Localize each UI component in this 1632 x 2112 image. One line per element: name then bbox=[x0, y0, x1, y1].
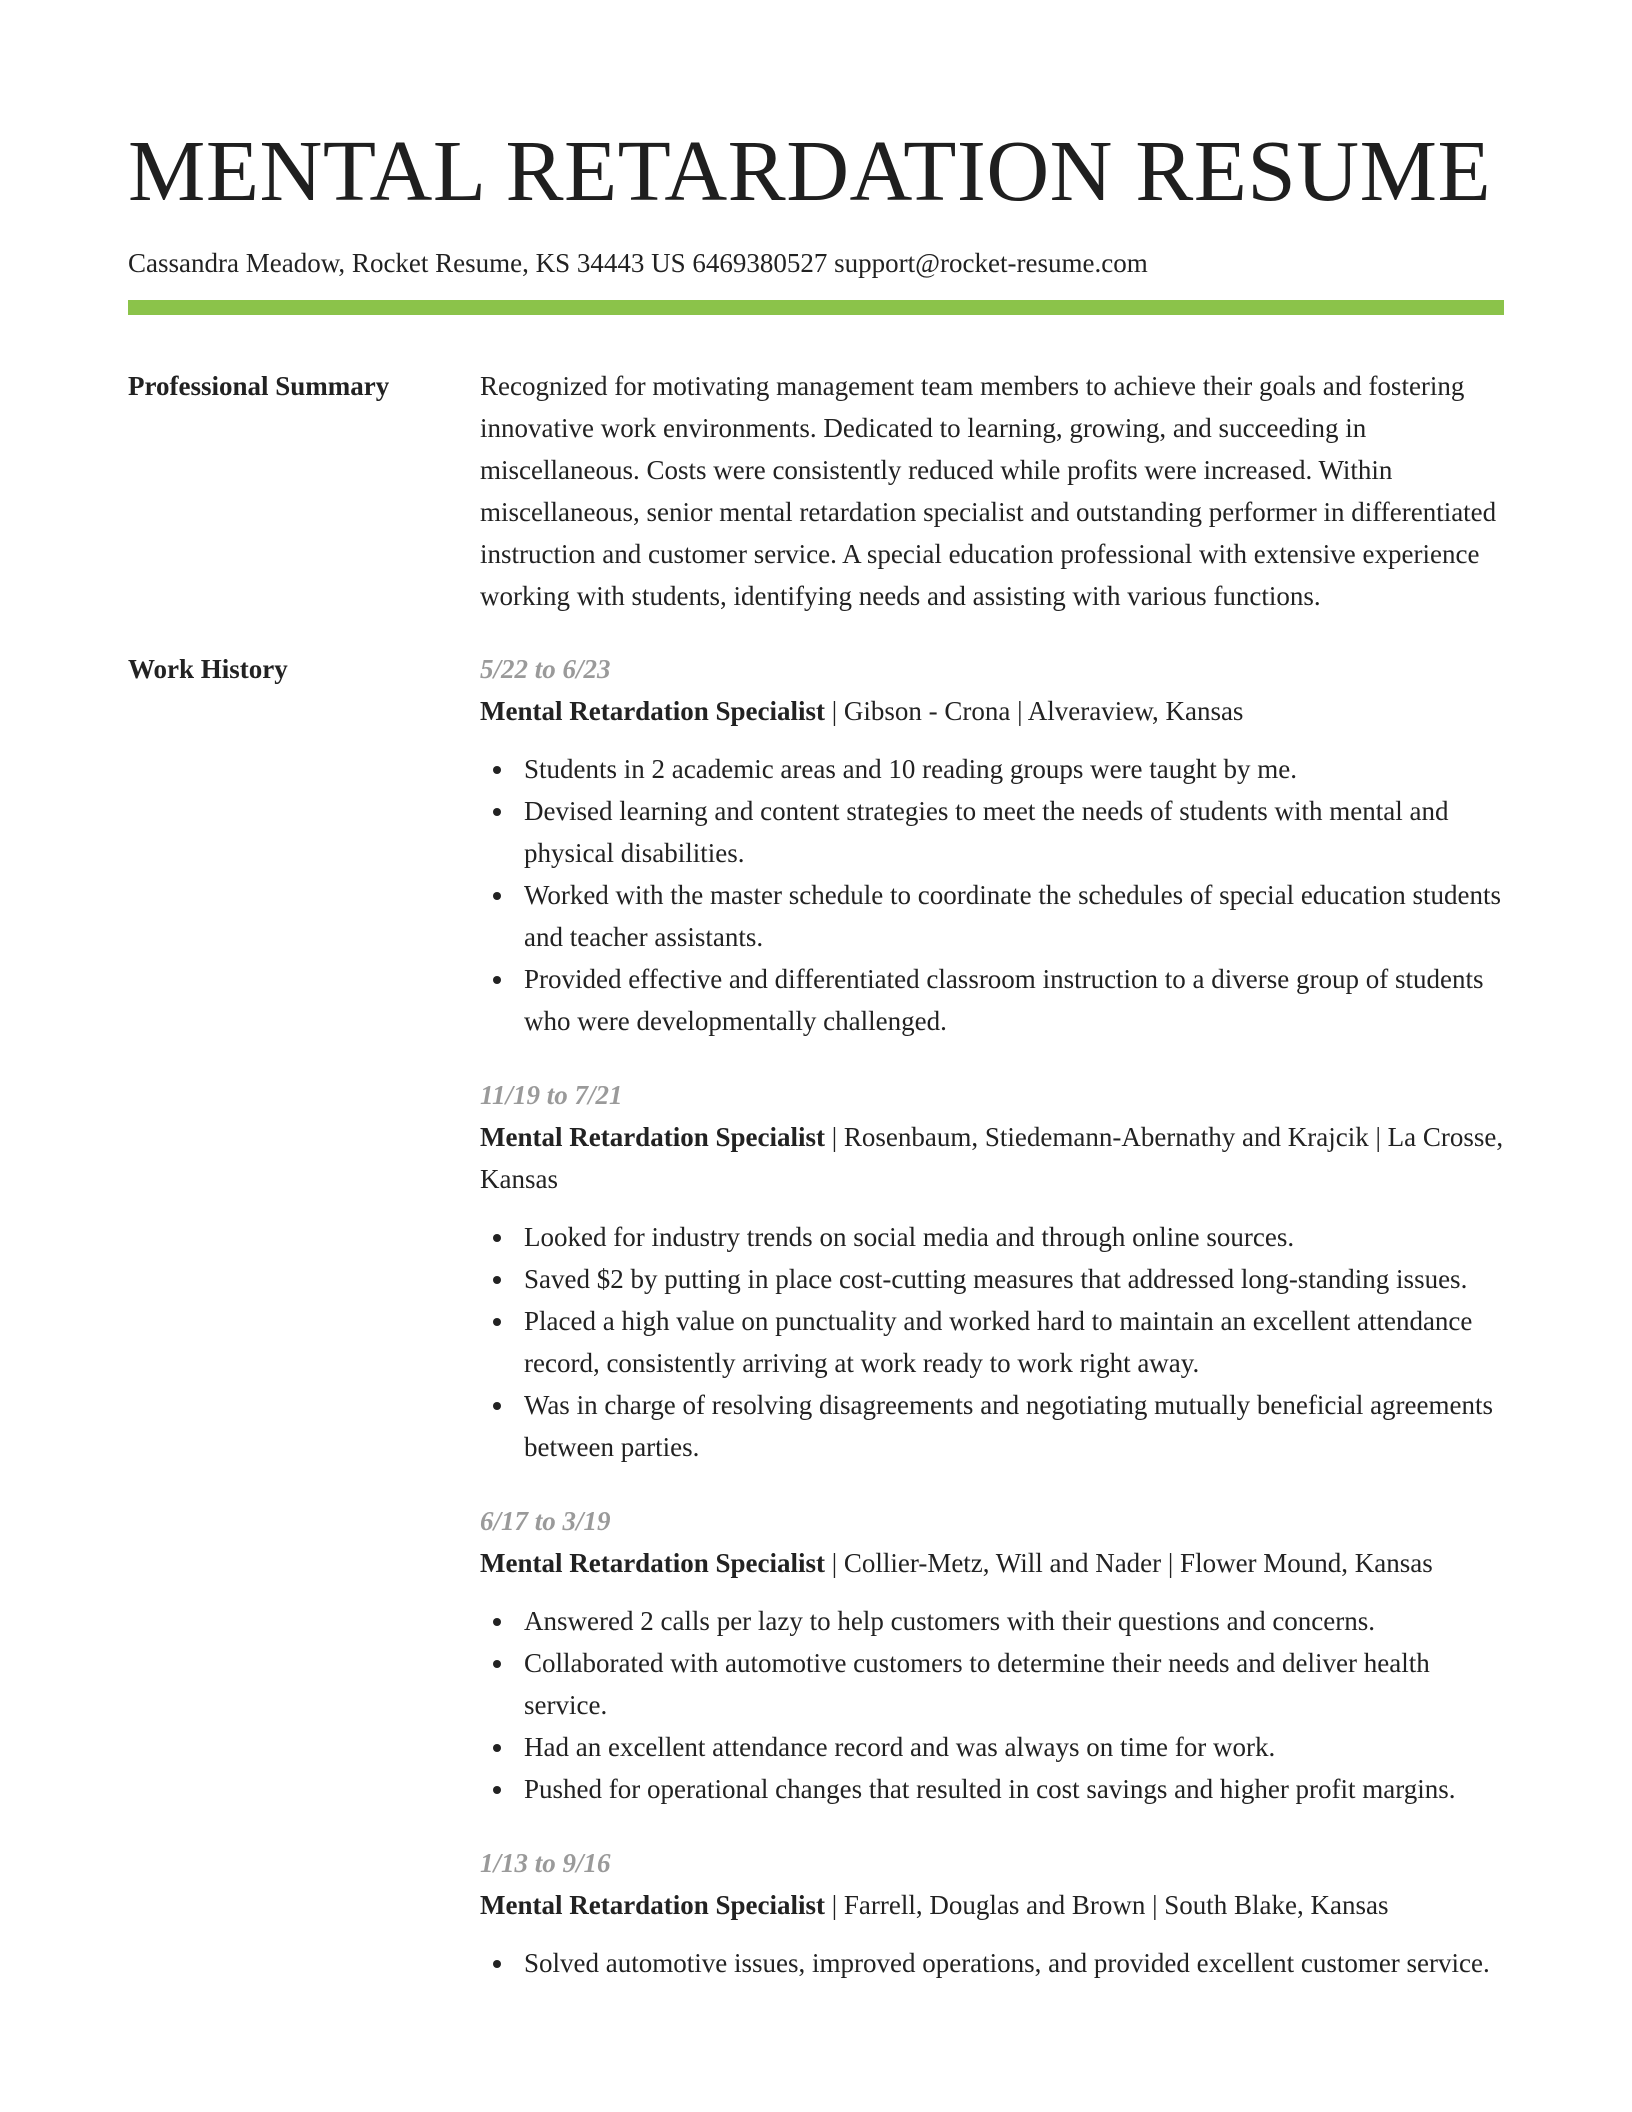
job-title: Mental Retardation Specialist bbox=[480, 1122, 825, 1152]
job-bullets bbox=[480, 1600, 1504, 1810]
list-item bbox=[480, 1942, 1504, 1984]
bullet-icon bbox=[493, 1276, 501, 1284]
bullet-icon bbox=[493, 1318, 501, 1326]
bullet-text: Placed a high value on punctuality and worked hard to maintain an excellent attendance record, consistently arriving at work ready to work right away. bbox=[524, 1306, 1473, 1378]
job-dates: 11/19 to 7/21 bbox=[480, 1080, 623, 1110]
list-item bbox=[480, 748, 1504, 790]
bullet-text: Collaborated with automotive customers to determine their needs and deliver health service. bbox=[524, 1648, 1430, 1720]
bullet-text: Provided effective and differentiated classroom instruction to a diverse group of students who were developmentally challenged. bbox=[524, 964, 1484, 1036]
job-title: Mental Retardation Specialist bbox=[480, 1890, 825, 1920]
bullet-text: Devised learning and content strategies to meet the needs of students with mental and physical disabilities. bbox=[524, 796, 1449, 868]
bullet-text: Students in 2 academic areas and 10 reading groups were taught by me. bbox=[524, 754, 1298, 784]
job-heading bbox=[480, 1542, 1504, 1584]
bullet-text: Pushed for operational changes that resulted in cost savings and higher profit margins. bbox=[524, 1774, 1456, 1804]
bullet-text: Solved automotive issues, improved operations, and provided excellent customer service. bbox=[524, 1948, 1490, 1978]
summary-text: Recognized for motivating management team members to achieve their goals and fostering innovative work environments. Dedicated to learning, growing, and succeeding in miscellaneous. Costs were consistently reduced while profits were increased. Within miscellaneous, senior mental retardation specialist and outstanding performer in differentiated instruction and customer service. A special education professional with extensive experience working with students, identifying needs and assisting with various functions. bbox=[480, 371, 1497, 611]
resume-title: MENTAL RETARDATION RESUME bbox=[128, 122, 1492, 219]
list-item bbox=[480, 1258, 1504, 1300]
job-bullets bbox=[480, 1942, 1504, 1984]
job-employer-location: | Rosenbaum, Stiedemann-Abernathy and Krajcik | La Crosse, Kansas bbox=[480, 1122, 1504, 1194]
section-label-summary: Professional Summary bbox=[128, 371, 390, 401]
job-entry bbox=[480, 1074, 1504, 1468]
accent-divider bbox=[128, 300, 1504, 315]
job-entry bbox=[480, 648, 1504, 1042]
job-employer-location: | Gibson - Crona | Alveraview, Kansas bbox=[824, 696, 1244, 726]
job-heading bbox=[480, 1116, 1504, 1200]
list-item bbox=[480, 958, 1504, 1042]
job-title: Mental Retardation Specialist bbox=[480, 1548, 825, 1578]
bullet-text: Answered 2 calls per lazy to help customers with their questions and concerns. bbox=[524, 1606, 1376, 1636]
job-employer-location: | Farrell, Douglas and Brown | South Blake, Kansas bbox=[824, 1890, 1389, 1920]
list-item bbox=[480, 1384, 1504, 1468]
list-item bbox=[480, 1726, 1504, 1768]
contact-line: Cassandra Meadow, Rocket Resume, KS 34443 US 6469380527 support@rocket-resume.com bbox=[128, 248, 1148, 278]
bullet-icon bbox=[493, 1234, 501, 1242]
bullet-icon bbox=[493, 1402, 501, 1410]
professional-summary-section bbox=[128, 365, 1504, 617]
bullet-icon bbox=[493, 766, 501, 774]
job-heading bbox=[480, 690, 1504, 732]
resume-page bbox=[128, 0, 1504, 2016]
work-history-section bbox=[128, 648, 1504, 2016]
list-item bbox=[480, 1642, 1504, 1726]
job-title: Mental Retardation Specialist bbox=[480, 696, 825, 726]
job-heading bbox=[480, 1884, 1504, 1926]
job-dates: 5/22 to 6/23 bbox=[480, 654, 611, 684]
list-item bbox=[480, 1600, 1504, 1642]
bullet-icon bbox=[493, 1744, 501, 1752]
bullet-icon bbox=[493, 1786, 501, 1794]
work-history-list bbox=[480, 648, 1504, 2016]
bullet-text: Was in charge of resolving disagreements and negotiating mutually beneficial agreements between parties. bbox=[524, 1390, 1494, 1462]
job-bullets bbox=[480, 1216, 1504, 1468]
list-item bbox=[480, 790, 1504, 874]
bullet-icon bbox=[493, 1960, 501, 1968]
bullet-text: Looked for industry trends on social media and through online sources. bbox=[524, 1222, 1295, 1252]
list-item bbox=[480, 1768, 1504, 1810]
job-entry bbox=[480, 1842, 1504, 1984]
bullet-icon bbox=[493, 1618, 501, 1626]
job-entry bbox=[480, 1500, 1504, 1810]
list-item bbox=[480, 1216, 1504, 1258]
list-item bbox=[480, 874, 1504, 958]
list-item bbox=[480, 1300, 1504, 1384]
bullet-text: Had an excellent attendance record and was always on time for work. bbox=[524, 1732, 1276, 1762]
bullet-icon bbox=[493, 976, 501, 984]
bullet-icon bbox=[493, 808, 501, 816]
job-employer-location: | Collier-Metz, Will and Nader | Flower Mound, Kansas bbox=[824, 1548, 1433, 1578]
section-label-work-history: Work History bbox=[128, 654, 288, 684]
job-dates: 1/13 to 9/16 bbox=[480, 1848, 611, 1878]
bullet-text: Worked with the master schedule to coordinate the schedules of special education students and teacher assistants. bbox=[524, 880, 1502, 952]
job-bullets bbox=[480, 748, 1504, 1042]
bullet-icon bbox=[493, 892, 501, 900]
bullet-text: Saved $2 by putting in place cost-cutting measures that addressed long-standing issues. bbox=[524, 1264, 1468, 1294]
bullet-icon bbox=[493, 1660, 501, 1668]
job-dates: 6/17 to 3/19 bbox=[480, 1506, 611, 1536]
